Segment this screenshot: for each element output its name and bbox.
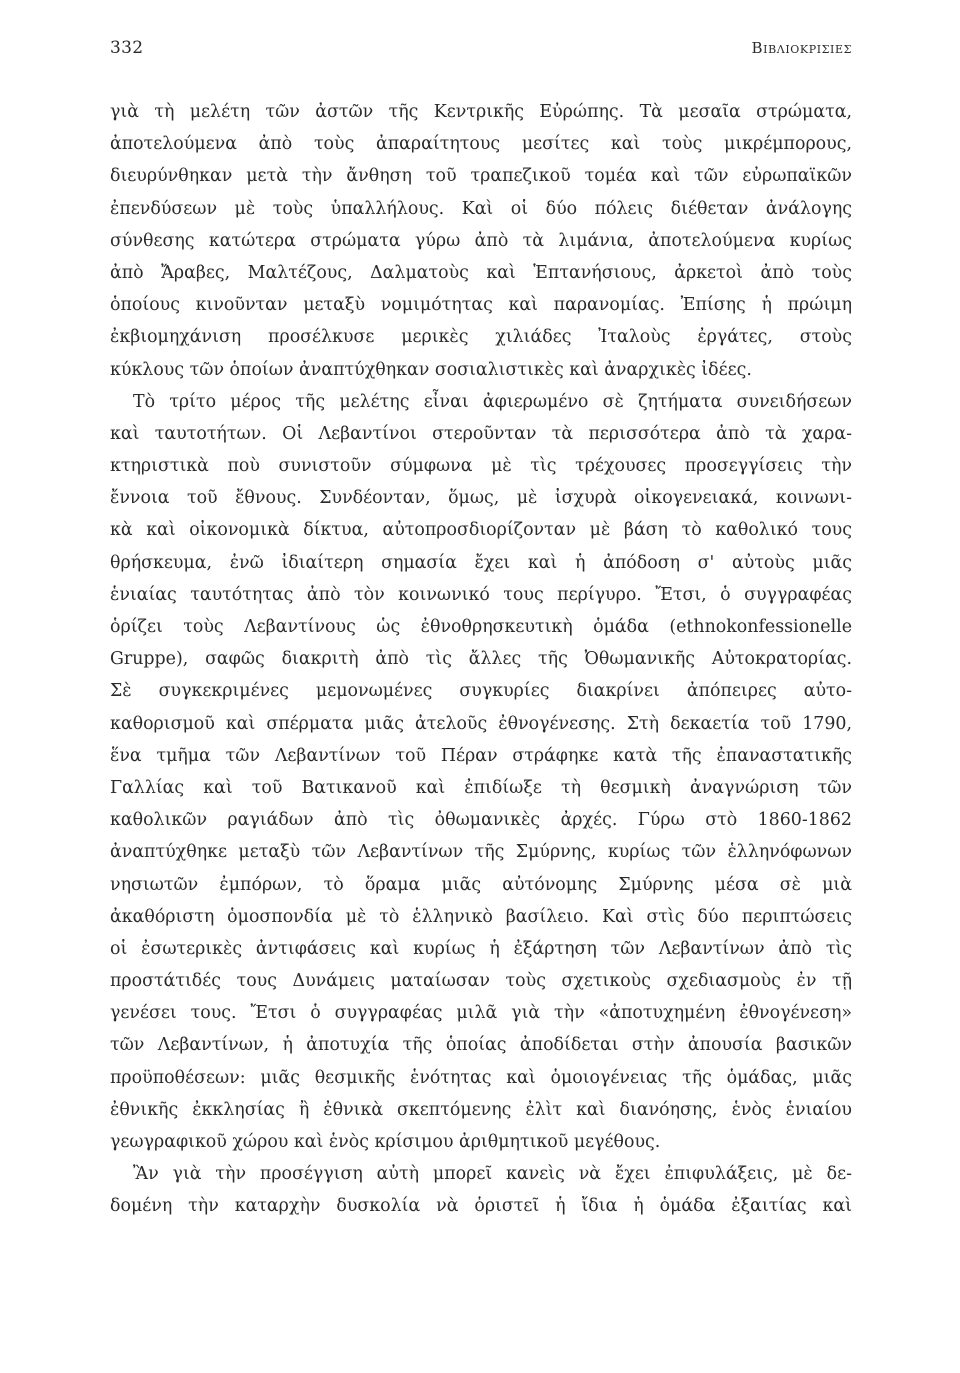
body-text <box>110 96 852 1223</box>
text-line: τῶν Λεβαντίνων, ἡ ἀποτυχία τῆς ὁποίας ἀποδίδεται στὴν ἀπουσία βασικῶν <box>110 1035 852 1056</box>
text-line: ἐκβιομηχάνιση προσέλκυσε μερικὲς χιλιάδες Ἰταλοὺς ἐργάτες, στοὺς <box>110 327 852 348</box>
page-number: 332 <box>110 38 144 58</box>
text-line: ἑνιαίας ταυτότητας ἀπὸ τὸν κοινωνικό τους περίγυρο. Ἔτσι, ὁ συγγραφέας <box>110 584 852 605</box>
text-line: προστάτιδές τους Δυνάμεις ματαίωσαν τοὺς σχετικοὺς σχεδιασμοὺς ἐν τῇ <box>110 971 852 992</box>
text-line: οἱ ἐσωτερικὲς ἀντιφάσεις καὶ κυρίως ἡ ἐξάρτηση τῶν Λεβαντίνων ἀπὸ τὶς <box>110 938 852 959</box>
text-line: Γαλλίας καὶ τοῦ Βατικανοῦ καὶ ἐπιδίωξε τὴ θεσμικὴ ἀναγνώριση τῶν <box>110 777 852 798</box>
running-head: Βιβλιοκρισιεσ <box>751 39 852 57</box>
text-line: γενέσει τους. Ἔτσι ὁ συγγραφέας μιλᾶ γιὰ τὴν «ἀποτυχημένη ἐθνογένεση» <box>110 1003 852 1024</box>
text-line: ὁποίους κινοῦνταν μεταξὺ νομιμότητας καὶ παρανομίας. Ἐπίσης ἡ πρώιμη <box>110 295 852 316</box>
text-line: Ἂν γιὰ τὴν προσέγγιση αὐτὴ μπορεῖ κανεὶς νὰ ἔχει ἐπιφυλάξεις, μὲ δε- <box>133 1164 852 1185</box>
text-line: ὁρίζει τοὺς Λεβαντίνους ὡς ἐθνοθρησκευτικὴ ὁμάδα (ethnokonfessionelle <box>110 617 852 637</box>
text-line: καθολικῶν ραγιάδων ἀπὸ τὶς ὀθωμανικὲς ἀρχές. Γύρω στὸ 1860-1862 <box>110 810 852 831</box>
text-line: ἔννοια τοῦ ἔθνους. Συνδέονταν, ὅμως, μὲ ἰσχυρὰ οἰκογενειακά, κοινωνι- <box>110 488 852 509</box>
text-line: ἀποτελούμενα ἀπὸ τοὺς ἀπαραίτητους μεσίτες καὶ τοὺς μικρέμπορους, <box>110 134 852 155</box>
text-line: ἀναπτύχθηκε μεταξὺ τῶν Λεβαντίνων τῆς Σμύρνης, κυρίως τῶν ἑλληνόφωνων <box>110 842 852 863</box>
text-line: νησιωτῶν ἐμπόρων, τὸ ὅραμα μιᾶς αὐτόνομης Σμύρνης μέσα σὲ μιὰ <box>110 874 852 895</box>
text-line: διευρύνθηκαν μετὰ τὴν ἄνθηση τοῦ τραπεζικοῦ τομέα καὶ τῶν εὐρωπαϊκῶν <box>110 166 852 187</box>
text-line: κὰ καὶ οἰκονομικὰ δίκτυα, αὐτοπροσδιορίζονταν μὲ βάση τὸ καθολικό τους <box>110 520 852 541</box>
text-line: γεωγραφικοῦ χώρου καὶ ἑνὸς κρίσιμου ἀριθμητικοῦ μεγέθους. <box>110 1132 661 1152</box>
text-line: Σὲ συγκεκριμένες μεμονωμένες συγκυρίες διακρίνει ἀπόπειρες αὐτο- <box>110 681 852 702</box>
text-line: ἐπενδύσεων μὲ τοὺς ὑπαλλήλους. Καὶ οἱ δύο πόλεις διέθεταν ἀνάλογης <box>110 198 852 219</box>
text-line: κύκλους τῶν ὁποίων ἀναπτύχθηκαν σοσιαλιστικὲς καὶ ἀναρχικὲς ἰδέες. <box>110 359 752 380</box>
text-line: ἀκαθόριστη ὁμοσπονδία μὲ τὸ ἑλληνικὸ βασίλειο. Καὶ στὶς δύο περιπτώσεις <box>110 906 852 927</box>
text-line: ἐθνικῆς ἐκκλησίας ἢ ἐθνικὰ σκεπτόμενης ἐλὶτ καὶ διανόησης, ἑνὸς ἑνιαίου <box>110 1099 852 1120</box>
text-line: ἕνα τμῆμα τῶν Λεβαντίνων τοῦ Πέραν στράφηκε κατὰ τῆς ἐπαναστατικῆς <box>110 745 852 766</box>
text-line: καθορισμοῦ καὶ σπέρματα μιᾶς ἀτελοῦς ἐθνογένεσης. Στὴ δεκαετία τοῦ 1790, <box>110 713 852 734</box>
text-line: γιὰ τὴ μελέτη τῶν ἀστῶν τῆς Κεντρικῆς Εὐρώπης. Τὰ μεσαῖα στρώματα, <box>110 102 852 122</box>
text-line: προϋποθέσεων: μιᾶς θεσμικῆς ἑνότητας καὶ ὁμοιογένειας τῆς ὁμάδας, μιᾶς <box>110 1067 852 1088</box>
text-line: Τὸ τρίτο μέρος τῆς μελέτης εἶναι ἀφιερωμένο σὲ ζητήματα συνειδήσεων <box>133 391 852 412</box>
text-line: ἀπὸ Ἄραβες, Μαλτέζους, Δαλματοὺς καὶ Ἑπτανήσιους, ἀρκετοὶ ἀπὸ τοὺς <box>110 262 852 283</box>
text-line: κτηριστικὰ ποὺ συνιστοῦν σύμφωνα μὲ τὶς τρέχουσες προσεγγίσεις τὴν <box>110 456 852 477</box>
text-line: Gruppe), σαφῶς διακριτὴ ἀπὸ τὶς ἄλλες τῆς Ὀθωμανικῆς Αὐτοκρατορίας. <box>110 649 852 670</box>
text-line: δομένη τὴν καταρχὴν δυσκολία νὰ ὁριστεῖ ἡ ἴδια ἡ ὁμάδα ἐξαιτίας καὶ <box>110 1196 852 1217</box>
page-header <box>110 38 852 68</box>
text-line: θρήσκευμα, ἐνῶ ἰδιαίτερη σημασία ἔχει καὶ ἡ ἀπόδοση σ' αὐτοὺς μιᾶς <box>110 552 852 573</box>
text-line: καὶ ταυτοτήτων. Οἱ Λεβαντίνοι στεροῦνταν τὰ περισσότερα ἀπὸ τὰ χαρα- <box>110 423 852 444</box>
text-line: σύνθεσης κατώτερα στρώματα γύρω ἀπὸ τὰ λιμάνια, ἀποτελούμενα κυρίως <box>110 230 852 251</box>
